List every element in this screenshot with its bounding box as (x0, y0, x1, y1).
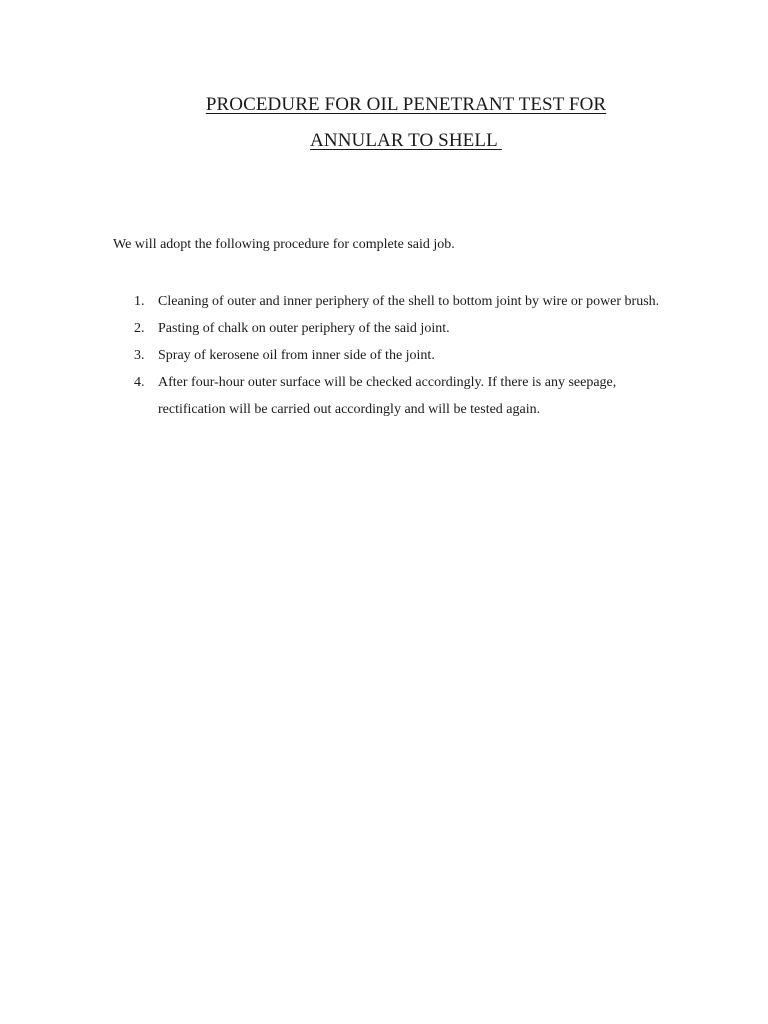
document-title-line-1 (22, 94, 768, 116)
procedure-step-3 (113, 342, 673, 369)
step-number: 3. (134, 348, 145, 363)
procedure-step-4 (113, 369, 673, 423)
step-text: Cleaning of outer and inner periphery of the shell to bottom joint by wire or power brush. (158, 294, 660, 309)
step-text: After four-hour outer surface will be checked accordingly. If there is any seepage, rectification will be carried out accordingly and will be tested again. (158, 375, 617, 417)
intro-paragraph: We will adopt the following procedure for complete said job. (113, 237, 455, 252)
title-text-line-1: PROCEDURE FOR OIL PENETRANT TEST FOR (205, 94, 607, 115)
procedure-step-1 (113, 288, 673, 315)
step-number: 1. (134, 294, 145, 309)
step-text: Spray of kerosene oil from inner side of the joint. (158, 348, 435, 363)
procedure-steps-list (113, 288, 673, 423)
procedure-step-2 (113, 315, 673, 342)
step-number: 2. (134, 321, 145, 336)
step-number: 4. (134, 375, 145, 390)
title-text-line-2: ANNULAR TO SHELL (310, 130, 502, 151)
step-text: Pasting of chalk on outer periphery of the said joint. (158, 321, 450, 336)
document-title-line-2 (22, 130, 768, 152)
